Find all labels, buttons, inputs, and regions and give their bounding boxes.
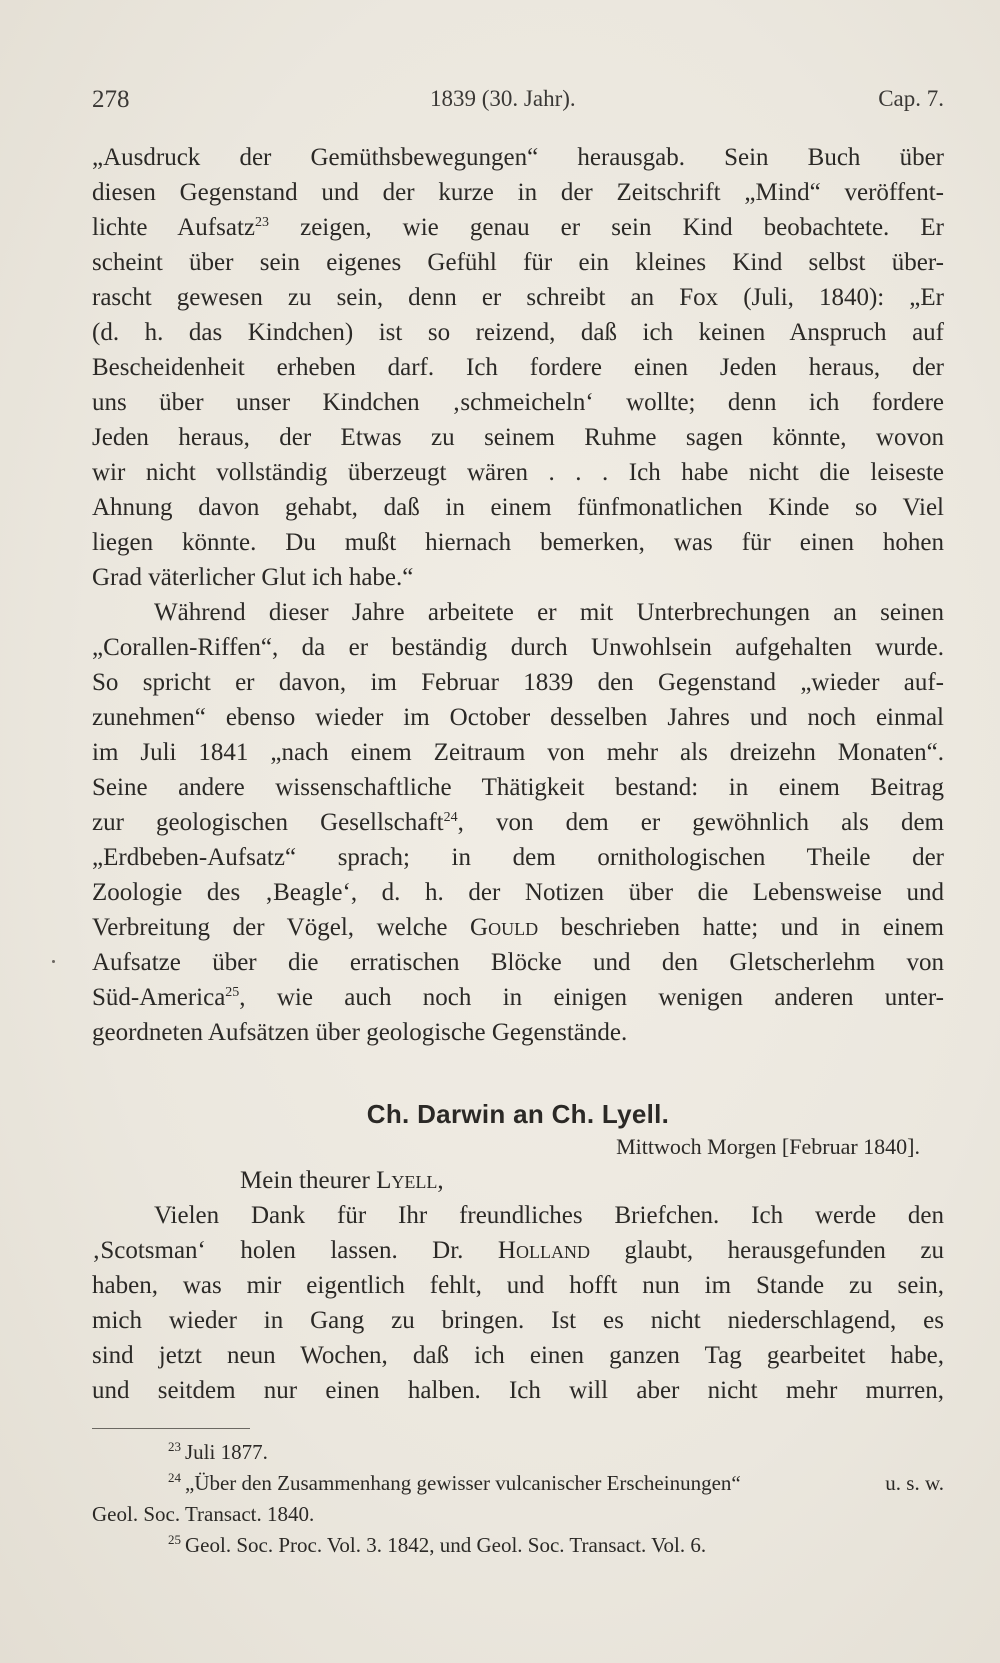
text-segment: zeigen, wie genau er sein Kind beobachtete. Er: [269, 214, 944, 241]
letter-heading: [92, 1096, 944, 1162]
main-text: [92, 140, 944, 1050]
text-line: uns über unser Kindchen ‚schmeicheln‘ wollte; denn ich fordere: [92, 389, 944, 416]
text-line: „Corallen-Riffen“, da er beständig durch Unwohlsein aufgehalten wurde.: [92, 634, 944, 661]
text-line: „Erdbeben-Aufsatz“ sprach; in dem ornithologischen Theile der: [92, 844, 944, 871]
text-line: wir nicht vollständig überzeugt wären . . . Ich habe nicht die leiseste: [92, 459, 944, 486]
text-line: [92, 1233, 944, 1268]
text-line: Zoologie des ‚Beagle‘, d. h. der Notizen über die Lebensweise und: [92, 879, 944, 906]
text-line: [92, 210, 944, 245]
text-line: geordneten Aufsätzen über geologische Gegenstände.: [92, 1019, 628, 1046]
footnote-number: 23: [168, 1439, 181, 1454]
running-header: [92, 86, 944, 120]
footnote-number: 24: [168, 1470, 181, 1485]
text-segment: , wie auch noch in einigen wenigen anderen unter-: [239, 984, 944, 1011]
text-line: Seine andere wissenschaftliche Thätigkeit bestand: in einem Beitrag: [92, 774, 944, 801]
footnote-24: [92, 1468, 944, 1499]
page-number: 278: [92, 86, 130, 113]
footnote-24-continued: Geol. Soc. Transact. 1840.: [92, 1502, 315, 1526]
footnote-number: 25: [168, 1532, 181, 1547]
text-line: (d. h. das Kindchen) ist so reizend, daß ich keinen Anspruch auf: [92, 319, 944, 346]
name-holland: Holland: [497, 1237, 590, 1264]
text-line: Grad väterlicher Glut ich habe.“: [92, 564, 414, 591]
text-line: zunehmen“ ebenso wieder im October desselben Jahres und noch einmal: [92, 704, 944, 731]
text-line: [92, 910, 944, 945]
chapter-label: Cap. 7.: [878, 86, 944, 111]
text-segment: ‚Scotsman‘ holen lassen. Dr.: [92, 1237, 498, 1264]
text-line: Jeden heraus, der Etwas zu seinem Ruhme sagen könnte, wovon: [92, 424, 944, 451]
text-line: Bescheidenheit erheben darf. Ich fordere einen Jeden heraus, der: [92, 354, 944, 381]
name-gould: Gould: [470, 914, 539, 941]
text-line: [92, 980, 944, 1015]
text-line: Während dieser Jahre arbeitete er mit Unterbrechungen an seinen: [154, 599, 944, 626]
text-segment: beschrieben hatte; und in einem: [538, 914, 944, 941]
text-line: So spricht er davon, im Februar 1839 den Gegenstand „wieder auf-: [92, 669, 944, 696]
text-line: „Ausdruck der Gemüthsbewegungen“ herausgab. Sein Buch über: [92, 144, 944, 171]
text-line: Ahnung davon gehabt, daß in einem fünfmonatlichen Kinde so Viel: [92, 494, 944, 521]
letter-title: Ch. Darwin an Ch. Lyell.: [366, 1099, 670, 1129]
footnote-text: „Über den Zusammenhang gewisser vulcanischer Erscheinungen“: [185, 1471, 741, 1495]
text-line: im Juli 1841 „nach einem Zeitraum von mehr als dreizehn Monaten“.: [92, 739, 944, 766]
text-line: mich wieder in Gang zu bringen. Ist es nicht niederschlagend, es: [92, 1307, 944, 1334]
text-segment: , von dem er gewöhnlich als dem: [457, 809, 944, 836]
footnote-line: [168, 1468, 944, 1499]
text-line: rascht gewesen zu sein, denn er schreibt an Fox (Juli, 1840): „Er: [92, 284, 944, 311]
running-title: 1839 (30. Jahr).: [430, 86, 576, 111]
footnote-ref-24: 24: [443, 810, 458, 825]
footnote-23: [92, 1437, 944, 1468]
footnote-ref-23: 23: [255, 215, 269, 230]
text-line: Vielen Dank für Ihr freundliches Briefchen. Ich werde den: [154, 1202, 944, 1229]
footnote-25: [92, 1530, 944, 1561]
text-line: [92, 805, 944, 840]
footnotes: [92, 1437, 944, 1561]
text-segment: zur geologischen Gesellschaft: [92, 809, 444, 836]
footnote-text: Geol. Soc. Proc. Vol. 3. 1842, und Geol. Soc. Transact. Vol. 6.: [185, 1533, 707, 1557]
text-line: scheint über sein eigenes Gefühl für ein kleines Kind selbst über-: [92, 249, 944, 276]
footnote-rule: [92, 1428, 250, 1429]
text-segment: ,: [437, 1167, 444, 1194]
text-line: liegen könnte. Du mußt hiernach bemerken, was für einen hohen: [92, 529, 944, 556]
text-segment: glaubt, herausgefunden zu: [589, 1237, 944, 1264]
letter-salutation: [240, 1163, 944, 1198]
text-segment: Mein theurer: [240, 1167, 377, 1194]
footnote-text: Juli 1877.: [185, 1440, 268, 1464]
text-line: diesen Gegenstand und der kurze in der Zeitschrift „Mind“ veröffent-: [92, 179, 944, 206]
paper-speck: [52, 960, 55, 963]
text-segment: Süd-America: [92, 984, 226, 1011]
text-line: sind jetzt neun Wochen, daß ich einen ganzen Tag gearbeitet habe,: [92, 1342, 944, 1369]
footnote-main: [168, 1468, 741, 1499]
paragraph-2: [92, 595, 944, 1050]
text-line: Aufsatze über die erratischen Blöcke und den Gletscherlehm von: [92, 949, 944, 976]
text-line: haben, was mir eigentlich fehlt, und hofft nun im Stande zu sein,: [92, 1272, 944, 1299]
name-lyell: Lyell: [376, 1167, 438, 1194]
text-segment: Verbreitung der Vögel, welche: [92, 914, 471, 941]
letter-date: Mittwoch Morgen [Februar 1840].: [616, 1134, 920, 1159]
letter-body: [92, 1163, 944, 1408]
text-line: und seitdem nur einen halben. Ich will aber nicht mehr murren,: [92, 1377, 944, 1404]
footnote-tail: u. s. w.: [885, 1471, 944, 1495]
paragraph-1: [92, 140, 944, 595]
footnote-ref-25: 25: [225, 985, 240, 1000]
text-segment: lichte Aufsatz: [92, 214, 255, 241]
